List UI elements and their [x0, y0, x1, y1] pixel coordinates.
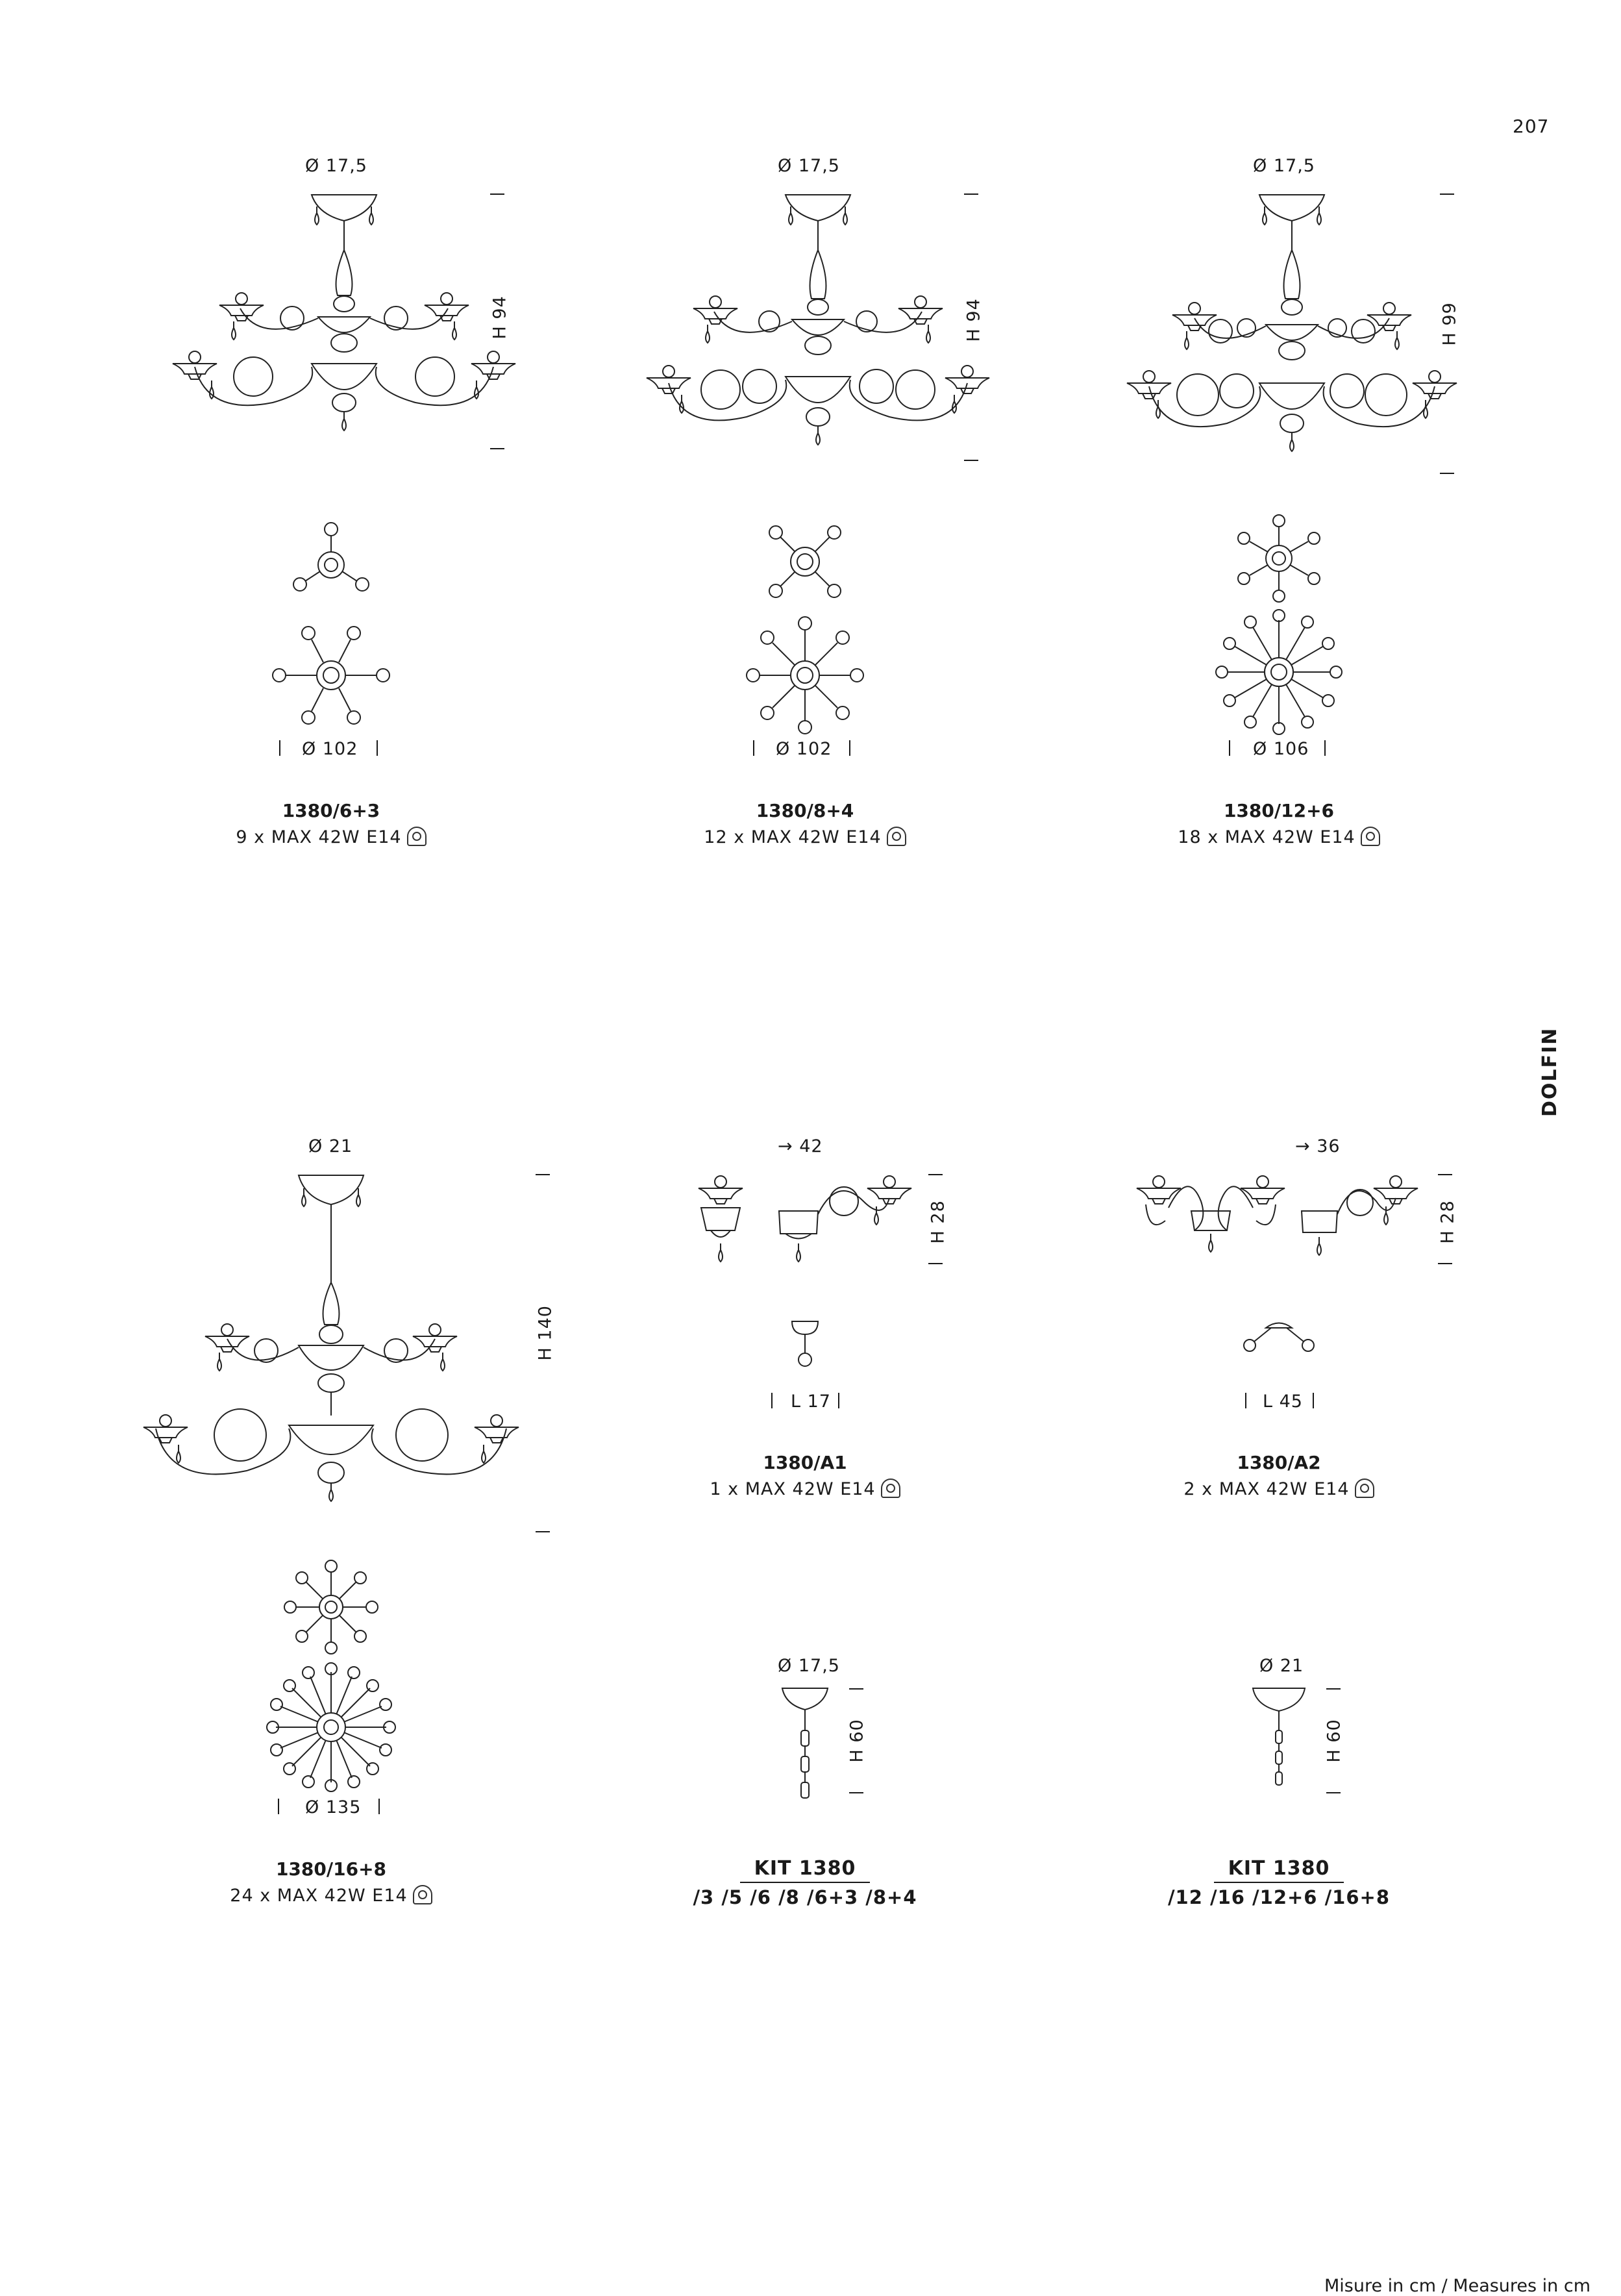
safety-class-icon [1361, 827, 1380, 846]
canopy-diameter: Ø 17,5 [305, 156, 367, 176]
wall-lamp-views [688, 1162, 922, 1292]
canopy-diameter: Ø 17,5 [778, 156, 840, 176]
plan-view-top-tier [1220, 513, 1337, 604]
canopy-diameter: Ø 21 [1259, 1656, 1304, 1676]
canopy-diameter: Ø 21 [308, 1136, 353, 1156]
projection-label: 36 [1317, 1136, 1341, 1156]
model-code: 1380/A2 [1237, 1452, 1321, 1473]
chandelier-front-view [656, 188, 1006, 474]
kit-chain-view [1250, 1685, 1315, 1808]
kit-title: KIT 1380 [1228, 1857, 1330, 1880]
safety-class-icon [881, 1479, 900, 1498]
height-label: H 60 [847, 1719, 867, 1763]
bulb-spec: 18 x MAX 42W E14 [1178, 827, 1355, 847]
bulb-spec: 1 x MAX 42W E14 [710, 1479, 876, 1499]
model-code: 1380/12+6 [1223, 800, 1335, 821]
plan-view-top-tier [747, 519, 863, 604]
model-code: 1380/8+4 [756, 800, 854, 821]
bulb-spec: 24 x MAX 42W E14 [230, 1886, 408, 1906]
model-code: 1380/16+8 [275, 1858, 387, 1880]
length-label: L 17 [791, 1391, 831, 1412]
plan-view-top-tier [273, 519, 390, 604]
height-label: H 140 [535, 1305, 556, 1361]
safety-class-icon [887, 827, 906, 846]
plan-view-bottom-tier [260, 617, 402, 734]
plan-view-bottom-tier [734, 617, 876, 734]
model-code: 1380/A1 [763, 1452, 847, 1473]
height-label: H 60 [1324, 1719, 1344, 1763]
wall-lamp-plan-view [786, 1318, 824, 1370]
length-label: L 45 [1263, 1391, 1303, 1412]
wall-lamp-views [1130, 1162, 1428, 1292]
height-label: H 99 [1439, 302, 1460, 346]
safety-class-icon [413, 1885, 432, 1904]
arrow-right-icon: → [778, 1136, 800, 1156]
canopy-diameter: Ø 17,5 [778, 1656, 840, 1676]
arrow-right-icon: → [1295, 1136, 1317, 1156]
chandelier-front-view [182, 188, 532, 461]
chandelier-front-view [1130, 188, 1480, 487]
plan-view-bottom-tier [266, 1662, 396, 1792]
page-number: 207 [1513, 116, 1550, 137]
measures-note: Misure in cm / Measures in cm [1324, 2276, 1591, 2296]
bulb-spec: 9 x MAX 42W E14 [236, 827, 402, 847]
model-code: 1380/6+3 [282, 800, 380, 821]
plan-view-bottom-tier [1207, 610, 1350, 734]
height-label: H 28 [1437, 1200, 1458, 1244]
plan-view-top-tier [279, 1558, 383, 1656]
height-label: H 94 [489, 295, 510, 340]
bulb-spec: 12 x MAX 42W E14 [704, 827, 882, 847]
height-label: H 28 [928, 1200, 948, 1244]
kit-compatible-models: /3 /5 /6 /8 /6+3 /8+4 [693, 1886, 917, 1908]
projection-label: 42 [799, 1136, 823, 1156]
diameter-label: Ø 106 [1253, 739, 1309, 759]
height-label: H 94 [963, 298, 984, 342]
diameter-label: Ø 135 [305, 1797, 362, 1817]
safety-class-icon [1355, 1479, 1374, 1498]
diameter-label: Ø 102 [776, 739, 832, 759]
canopy-diameter: Ø 17,5 [1253, 156, 1315, 176]
series-name: DOLFIN [1539, 1027, 1561, 1117]
kit-title: KIT 1380 [754, 1857, 856, 1880]
safety-class-icon [407, 827, 427, 846]
chandelier-front-view [143, 1169, 519, 1545]
bulb-spec: 2 x MAX 42W E14 [1183, 1479, 1350, 1499]
kit-chain-view [776, 1685, 841, 1808]
kit-compatible-models: /12 /16 /12+6 /16+8 [1167, 1886, 1391, 1908]
wall-lamp-plan-view [1240, 1318, 1318, 1357]
diameter-label: Ø 102 [302, 739, 358, 759]
